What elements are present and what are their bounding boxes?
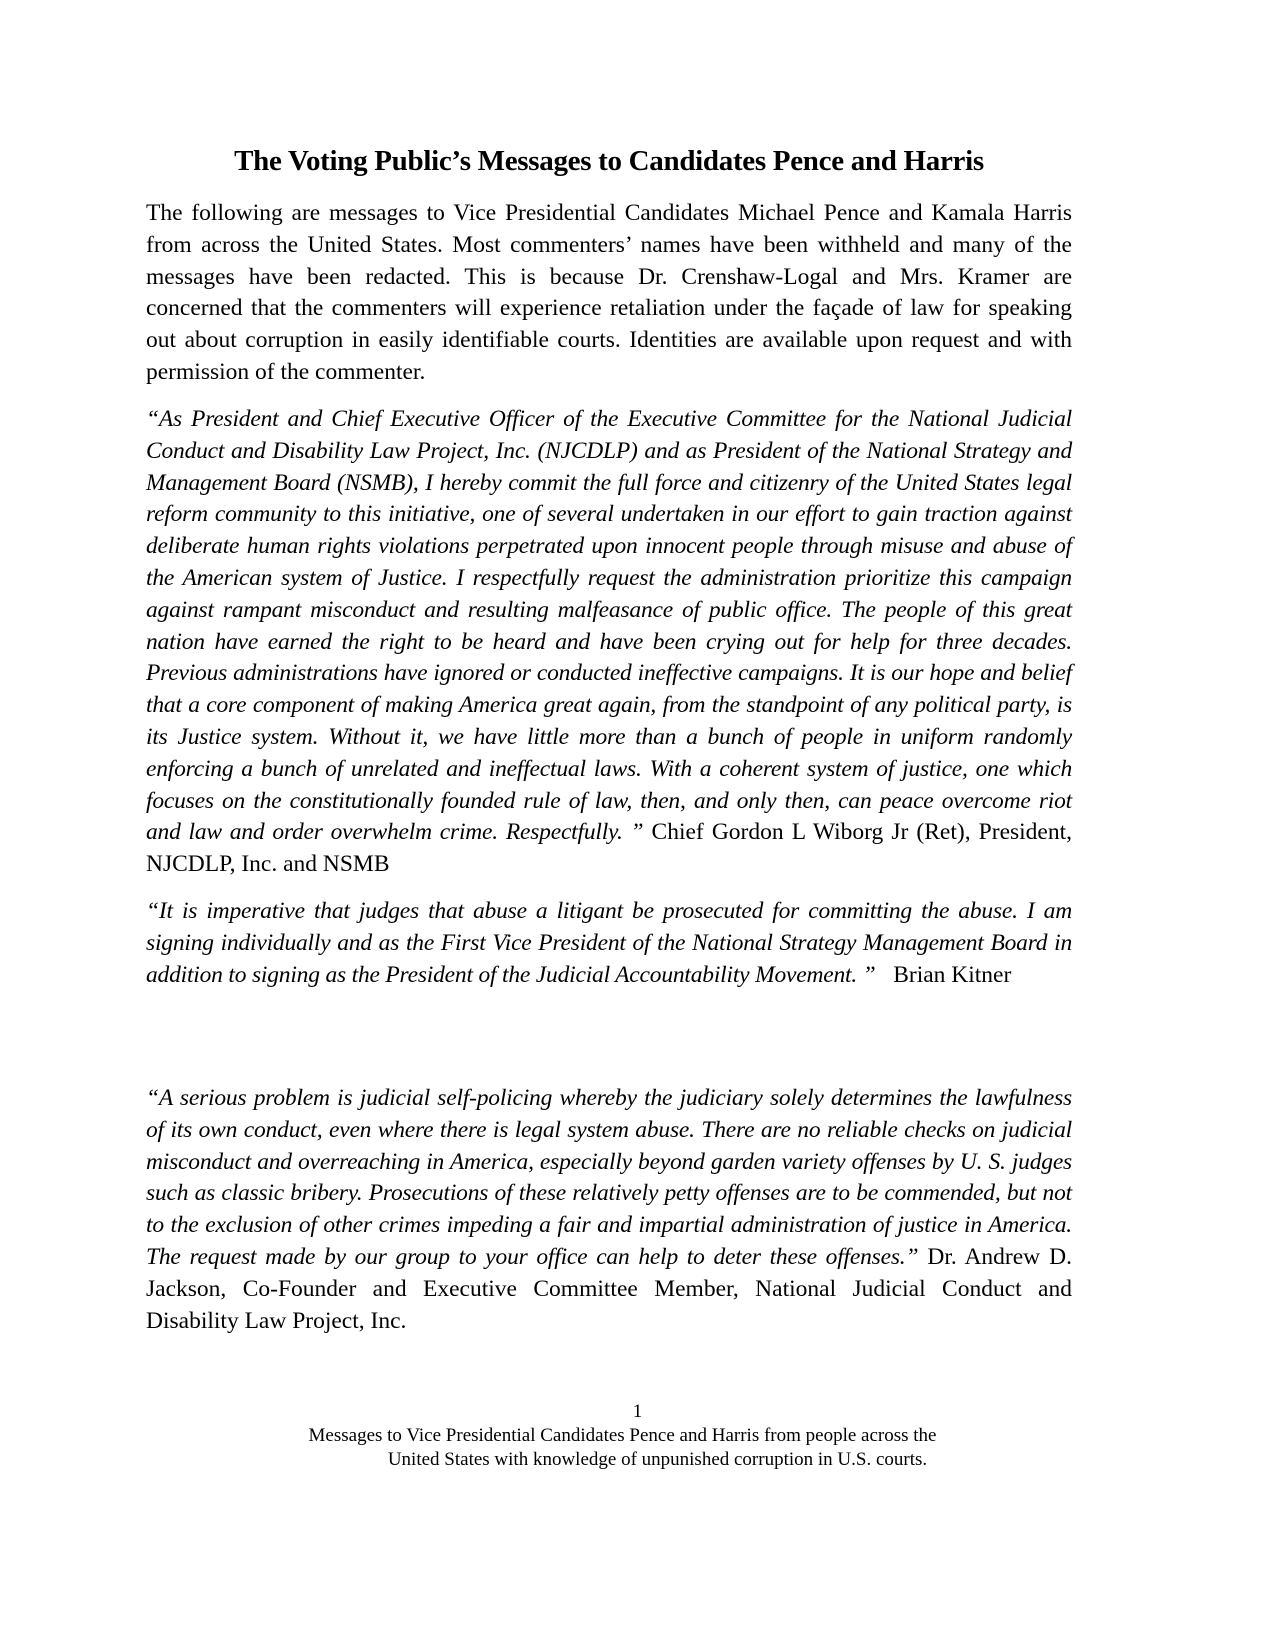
message-3 — [146, 1083, 1072, 1337]
footer-line-1: Messages to Vice Presidential Candidates Pence and Harris from people across the — [308, 1425, 937, 1446]
message-2-quote: “It is imperative that judges that abuse a litigant be prosecuted for committing the abuse. I am signing individually and as the First Vice President of the National Strategy Management Board in addition to signing as the President of the Judicial Accountability Movement. ” — [146, 898, 1072, 988]
message-1 — [146, 404, 1072, 881]
intro-paragraph: The following are messages to Vice Presidential Candidates Michael Pence and Kamala Harris from across the United States. Most commenters’ names have been withheld and many of the messages have been redacted. This is because Dr. Crenshaw-Logal and Mrs. Kramer are concerned that the commenters will experience retaliation under the façade of law for speaking out about corruption in easily identifiable courts. Identities are available upon request and with permission of the commenter. — [146, 200, 1072, 385]
message-1-quote: “As President and Chief Executive Officer of the Executive Committee for the National Judicial Conduct and Disability Law Project, Inc. (NJCDLP) and as President of the National Strategy and Management Board (NSMB), I hereby commit the full force and citizenry of the United States legal reform community to this initiative, one of several undertaken in our effort to gain traction against deliberate human rights violations perpetrated upon innocent people through misuse and abuse of the American system of Justice. I respectfully request the administration prioritize this campaign against rampant misconduct and resulting malfeasance of public office. The people of this great nation have earned the right to be heard and have been crying out for help for three decades. Previous administrations have ignored or conducted ineffective campaigns. It is our hope and belief that a core component of making America great again, from the standpoint of any political party, is its Justice system. Without it, we have little more than a bunch of people in uniform randomly enforcing a bunch of unrelated and ineffectual laws. With a coherent system of justice, one which focuses on the constitutionally founded rule of law, then, and only then, can peace overcome riot and law and order overwhelm crime. Respectfully. ” — [146, 406, 1072, 846]
message-2-attribution: Brian Kitner — [893, 961, 1012, 988]
document-title: The Voting Public’s Messages to Candidates Pence and Harris — [234, 145, 984, 177]
message-2 — [146, 896, 1072, 991]
footer-line-2: United States with knowledge of unpunished corruption in U.S. courts. — [387, 1449, 928, 1470]
page-footer — [0, 1400, 1275, 1472]
message-3-quote: “A serious problem is judicial self-policing whereby the judiciary solely determines the lawfulness of its own conduct, even where there is legal system abuse. There are no reliable checks on judicial misconduct and overreaching in America, especially beyond garden variety offenses by U. S. judges such as classic bribery. Prosecutions of these relatively petty offenses are to be commended, but not to the exclusion of other crimes impeding a fair and impartial administration of justice in America. The request made by our group to your office can help to deter these offenses.” — [146, 1085, 1072, 1270]
page-number: 1 — [632, 1401, 643, 1422]
message-3-attribution: Dr. Andrew D. Jackson, Co-Founder and Executive Committee Member, National Judicial Conduct and Disability Law Project, Inc. — [146, 1243, 1073, 1334]
message-1-attribution: Chief Gordon L Wiborg Jr (Ret), President, NJCDLP, Inc. and NSMB — [146, 819, 1073, 878]
